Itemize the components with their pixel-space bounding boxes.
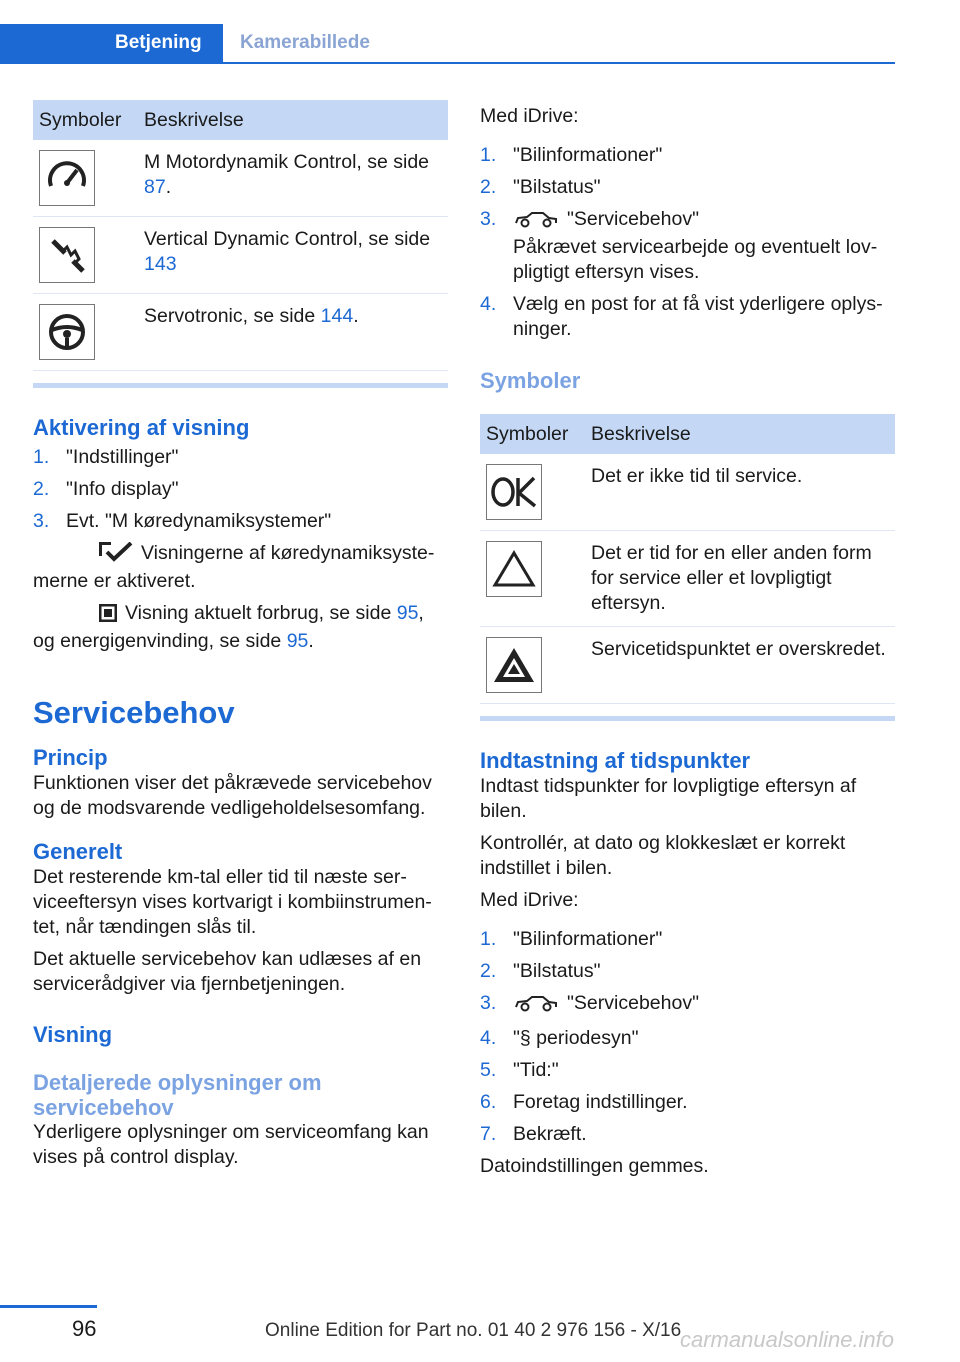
section-heading-detaljer: Detaljerede oplysninger om servicebehov: [33, 1070, 322, 1120]
symbol-table-dynamics: [33, 100, 448, 371]
ok-icon: [486, 464, 542, 520]
table-end-rule: [33, 383, 448, 388]
warning-triangle-filled-icon: [486, 637, 542, 693]
car-icon: [513, 994, 559, 1019]
watermark: carmanualsonline.info: [680, 1327, 895, 1352]
table-row: Det er tid for en eller anden form for service eller et lovpligtigt eftersyn.: [480, 531, 895, 627]
body-text: Yderligere oplysninger om serviceomfang kan vises på control display.: [33, 1121, 429, 1168]
table-header-symbols: Symboler: [480, 414, 585, 454]
consumption-note: Visning aktuelt forbrug, se side 95, og energigenvinding, se side 95.: [33, 602, 424, 652]
page-link[interactable]: 144: [320, 305, 354, 327]
page-link[interactable]: 87: [144, 176, 166, 198]
list-item: 2. "Bilstatus": [480, 960, 601, 982]
section-heading-visning: Visning: [33, 1022, 113, 1047]
body-text: Det aktuelle servicebehov kan udlæses af en servicerådgiver via fjernbetjeningen.: [33, 948, 422, 995]
section-heading-generelt: Generelt: [33, 839, 123, 864]
page-number-rule: [0, 1305, 97, 1308]
page-link[interactable]: 95: [396, 602, 419, 624]
page-title: Servicebehov: [33, 695, 235, 730]
body-text: Funktionen viser det påkrævede servicebehov og de modsvarende vedligeholdelsesomfang.: [33, 772, 432, 819]
list-item: 4. Vælg en post for at få vist yderligere oplysninger.: [480, 293, 883, 340]
list-item: 3. "Servicebehov": [480, 991, 895, 1019]
section-heading-princip: Princip: [33, 745, 108, 770]
page-link[interactable]: 95: [286, 630, 309, 652]
tab-kamerabillede[interactable]: Kamerabillede: [240, 32, 370, 53]
list-item: 4. "§ periodesyn": [480, 1027, 639, 1049]
steps-list: [33, 445, 448, 534]
table-header-description: Beskrivelse: [585, 414, 895, 454]
list-item: 6. Foretag indstillinger.: [480, 1091, 688, 1113]
page-number: 96: [72, 1316, 97, 1341]
table-row: M Motordynamik Control, se side 87.: [33, 140, 448, 217]
body-text: Indtast tidspunkter for lovpligtige eftersyn af bilen.: [480, 775, 857, 822]
list-item: 5. "Tid:": [480, 1059, 559, 1081]
car-icon: [513, 210, 559, 235]
checkmark-icon: [66, 542, 133, 569]
steering-wheel-icon: [39, 304, 95, 360]
tab-betjening[interactable]: Betjening: [0, 24, 223, 62]
left-column: [33, 100, 448, 1170]
section-heading-symboler: Symboler: [480, 368, 581, 393]
idrive-label: Med iDrive:: [480, 889, 579, 911]
steps-list: [480, 927, 895, 1147]
square-icon: [66, 604, 117, 629]
steps-list: [480, 143, 895, 342]
list-item: 1. "Bilinformationer": [480, 144, 663, 166]
list-item: 1. "Indstillinger": [33, 446, 179, 468]
table-row: Det er ikke tid til service.: [480, 454, 895, 531]
right-column: [480, 104, 895, 1179]
list-item: 2. "Info display": [33, 478, 179, 500]
table-row: Servotronic, se side 144.: [33, 294, 448, 371]
check-note: Visningerne af køredynamiksystemerne er aktiveret.: [33, 542, 435, 592]
list-item: 3. "Servicebehov" Påkrævet servicearbejde og eventuelt lovpligtigt eftersyn vises.: [480, 208, 878, 283]
symbol-table-service: [480, 414, 895, 704]
section-heading-indtastning: Indtastning af tidspunkter: [480, 748, 751, 773]
list-item: 3. Evt. "M køredynamiksystemer": [33, 510, 332, 532]
body-text: Det resterende km-tal eller tid til næste serviceeftersyn vises kortvarigt i kombiinstrumentet, når tændingen slås til.: [33, 866, 432, 938]
shock-absorber-icon: [39, 227, 95, 283]
warning-triangle-outline-icon: [486, 541, 542, 597]
idrive-label: Med iDrive:: [480, 105, 579, 127]
list-item: 1. "Bilinformationer": [480, 928, 663, 950]
section-heading-aktivering: Aktivering af visning: [33, 415, 250, 440]
list-item: 7. Bekræft.: [480, 1123, 587, 1145]
edition-footer: Online Edition for Part no. 01 40 2 976 156 - X/16: [265, 1320, 682, 1341]
table-row: Servicetidspunktet er overskredet.: [480, 627, 895, 704]
body-text: Datoindstillingen gemmes.: [480, 1155, 709, 1177]
table-header-description: Beskrivelse: [138, 100, 448, 140]
speedometer-icon: [39, 150, 95, 206]
table-end-rule: [480, 716, 895, 721]
body-text: Kontrollér, at dato og klokkeslæt er korrekt indstillet i bilen.: [480, 832, 846, 879]
page-link[interactable]: 143: [144, 253, 177, 275]
list-item: 2. "Bilstatus": [480, 176, 601, 198]
tab-bar: [0, 24, 895, 64]
table-row: Vertical Dynamic Control, se side 143: [33, 217, 448, 294]
table-header-symbols: Symboler: [33, 100, 138, 140]
